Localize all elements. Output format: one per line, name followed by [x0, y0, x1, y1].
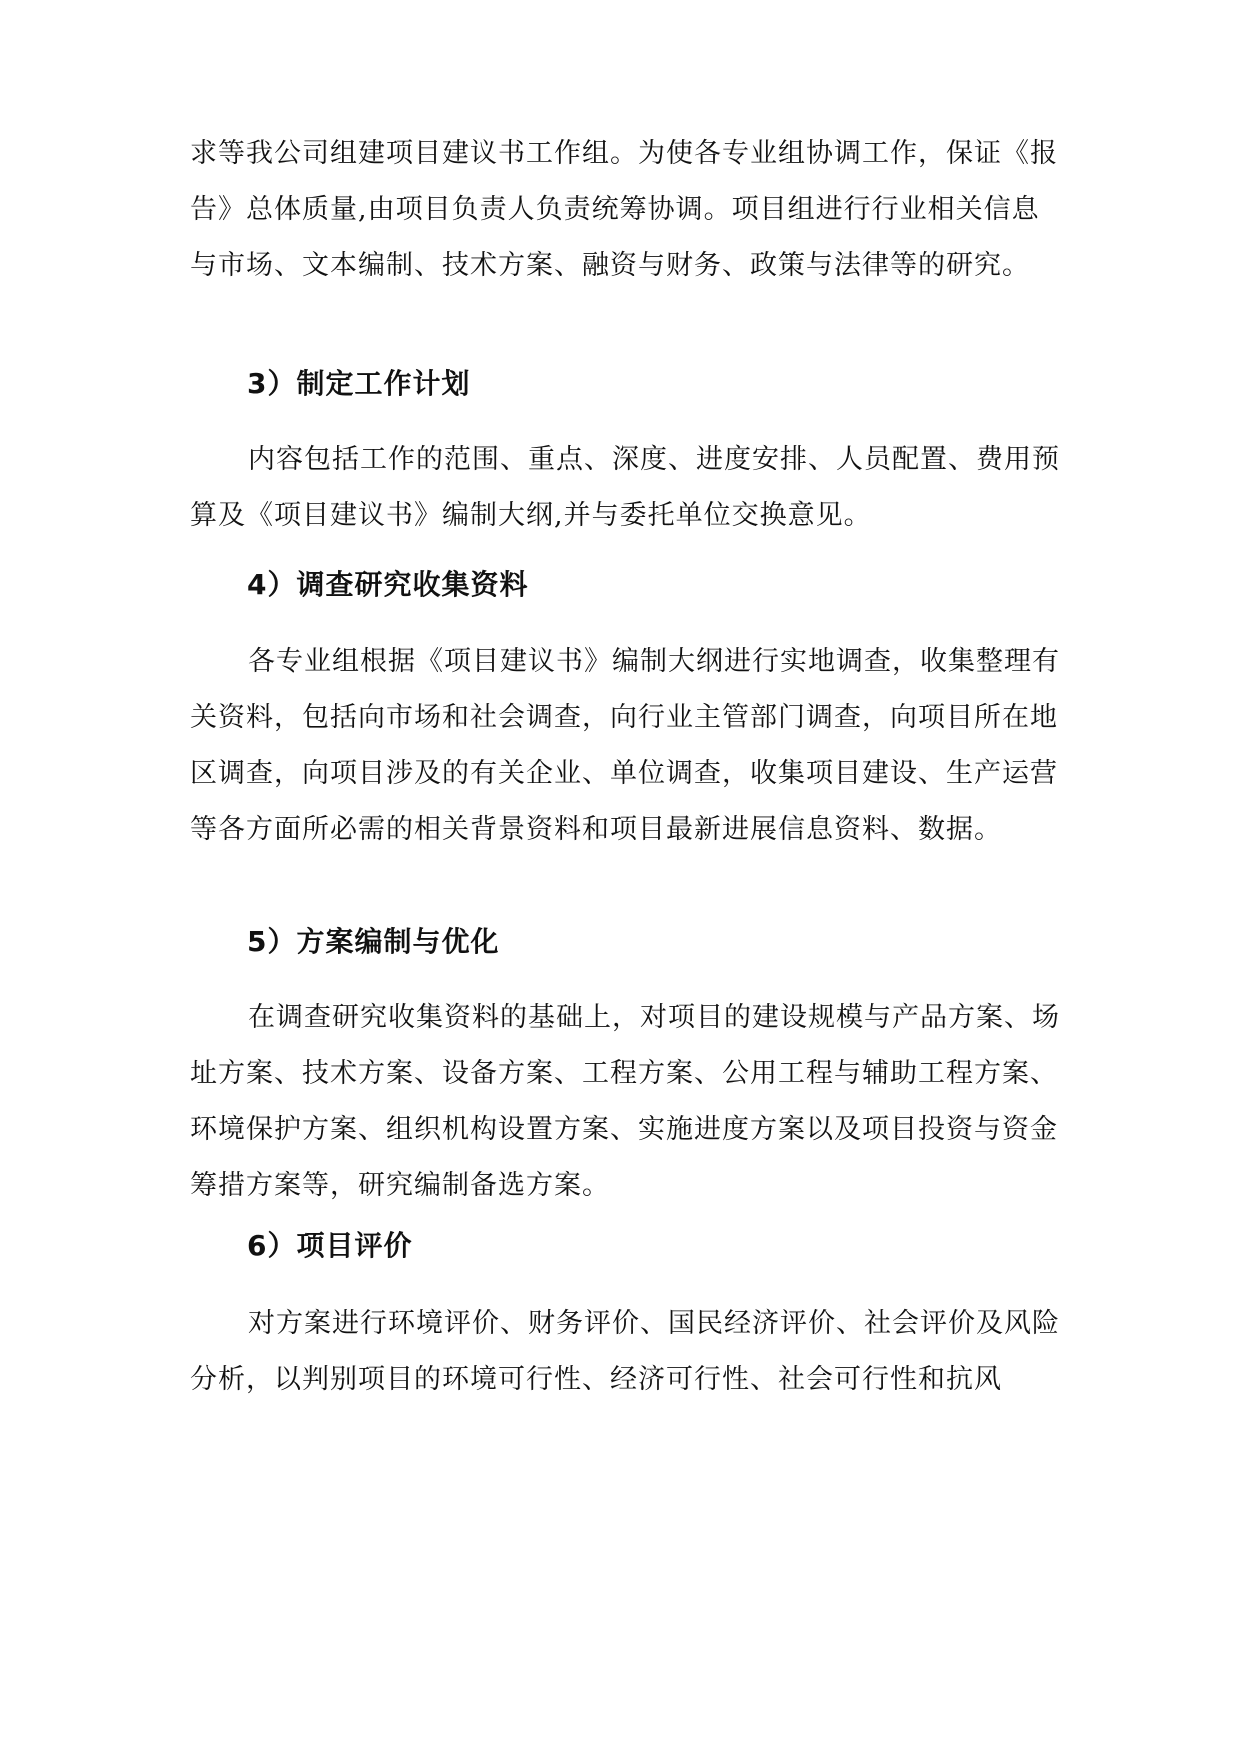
paragraph-team-organization: 求等我公司组建项目建议书工作组。为使各专业组协调工作，保证《报告》总体质量,由项目负责人负责统筹协调。项目组进行行业相关信息与市场、文本编制、技术方案、融资与财务、政策与法律等的研究。 — [190, 138, 1058, 281]
heading-research: 4）调查研究收集资料 — [247, 568, 529, 601]
paragraph-evaluation: 对方案进行环境评价、财务评价、国民经济评价、社会评价及风险分析，以判别项目的环境可行性、经济可行性、社会可行性和抗风 — [190, 1308, 1060, 1395]
paragraph-research: 各专业组根据《项目建议书》编制大纲进行实地调查，收集整理有关资料，包括向市场和社会调查，向行业主管部门调查，向项目所在地区调查，向项目涉及的有关企业、单位调查，收集项目建设、生产运营等各方面所必需的相关背景资料和项目最新进展信息资料、数据。 — [190, 646, 1060, 845]
heading-scheme: 5）方案编制与优化 — [247, 925, 500, 958]
heading-evaluation: 6）项目评价 — [247, 1229, 413, 1262]
paragraph-work-plan: 内容包括工作的范围、重点、深度、进度安排、人员配置、费用预算及《项目建议书》编制大纲,并与委托单位交换意见。 — [190, 444, 1060, 531]
paragraph-scheme: 在调查研究收集资料的基础上，对项目的建设规模与产品方案、场址方案、技术方案、设备方案、工程方案、公用工程与辅助工程方案、环境保护方案、组织机构设置方案、实施进度方案以及项目投资与资金筹措方案等，研究编制备选方案。 — [190, 1002, 1060, 1201]
heading-work-plan: 3）制定工作计划 — [247, 367, 471, 400]
